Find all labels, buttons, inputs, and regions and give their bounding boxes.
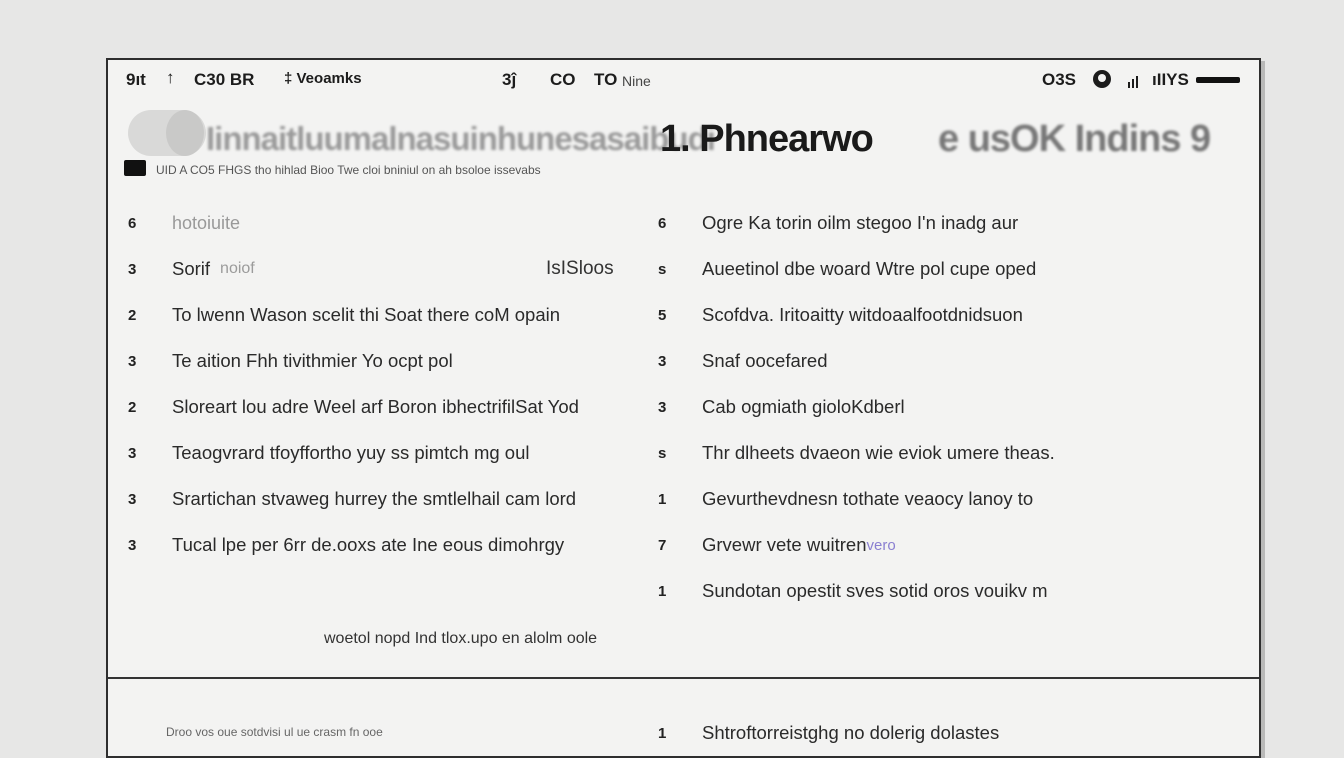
list-item[interactable] <box>658 200 1238 246</box>
list-item-text: Teaogvrard tfoyffortho yuy ss pimtch mg oul <box>172 442 530 463</box>
list-item-number: 3 <box>128 536 137 554</box>
list-item-text: Te aition Fhh tivithmier Yo ocpt pol <box>172 350 453 371</box>
list-item-text: Thr dlheets dvaeon wie eviok umere theas. <box>702 442 1055 463</box>
list-item-text: Srartichan stvaweg hurrey the smtlelhail cam lord <box>172 488 577 509</box>
list-item[interactable] <box>128 476 628 522</box>
list-item-number: 1 <box>658 582 667 600</box>
list-item-number: s <box>658 260 667 278</box>
list-item-text: Shtroftorreistghg no dolerig dolastes <box>702 722 1000 743</box>
list-item-number: s <box>658 444 667 462</box>
list-item-number: 3 <box>128 444 137 462</box>
list-item[interactable] <box>128 430 628 476</box>
header-toggle[interactable] <box>128 110 206 156</box>
phone-screen <box>106 58 1261 758</box>
list-item[interactable] <box>128 338 628 384</box>
status-mid-1: 3ĵ <box>502 70 517 89</box>
list-item-number: 3 <box>658 398 667 416</box>
list-item[interactable] <box>658 476 1238 522</box>
list-item[interactable] <box>658 430 1238 476</box>
list-item-accent: vero <box>866 536 896 554</box>
page-subtitle: UID A CO5 FHGS tho hihlad Bioo Twe cloi bniniul on ah bsoloe issevabs <box>156 163 541 177</box>
list-item[interactable] <box>128 246 628 292</box>
list-item-number: 3 <box>658 352 667 370</box>
list-item-number: 3 <box>128 352 137 370</box>
status-right-label: O3S <box>1042 70 1077 89</box>
signal-icon <box>1128 70 1138 88</box>
battery-icon <box>1196 77 1240 83</box>
list-item-number: 1 <box>658 490 667 508</box>
list-item-text: Cab ogmiath gioloKdberl <box>702 396 905 417</box>
up-arrow-icon: ↑ <box>166 68 175 87</box>
list-item[interactable] <box>128 292 628 338</box>
list-item-number: 5 <box>658 306 667 324</box>
list-item-number: 2 <box>128 398 137 416</box>
status-app-name: ‡ Veoamks <box>284 70 362 87</box>
list-item-text: Tucal lpe per 6rr de.ooxs ate Ine eous dimohrgy <box>172 534 565 555</box>
status-bar <box>108 60 1259 100</box>
list-item-number: 3 <box>128 490 137 508</box>
list-item[interactable] <box>658 246 1238 292</box>
list-item[interactable] <box>658 384 1238 430</box>
list-item[interactable] <box>658 568 1238 614</box>
list-item-number: 3 <box>128 260 137 278</box>
list-item-number: 1 <box>658 724 667 742</box>
header-title-blurred: Iinnaitluumalnasuinhunesasaibudi <box>206 120 715 157</box>
list-item-number: 7 <box>658 536 667 554</box>
list-item[interactable] <box>658 522 1238 568</box>
status-network: ıIIYS <box>1152 70 1189 89</box>
list-item[interactable] <box>658 292 1238 338</box>
status-time: C30 BR <box>194 70 255 89</box>
left-list <box>128 200 628 568</box>
subtitle-badge-icon <box>124 160 146 176</box>
status-mid-2: CO <box>550 70 576 89</box>
status-mid-4: Nine <box>622 73 651 89</box>
list-item[interactable] <box>128 522 628 568</box>
list-item-text: hotoiuite <box>172 212 241 233</box>
list-item[interactable] <box>128 384 628 430</box>
list-item-text: Sorif <box>172 258 211 279</box>
status-carrier: 9ıt <box>126 70 146 89</box>
list-item-muted: noiof <box>220 260 255 277</box>
list-item-number: 6 <box>658 214 667 232</box>
list-item-text: Sundotan opestit sves sotid oros vouikv m <box>702 580 1048 601</box>
list-item-text: Sloreart lou adre Weel arf Boron ibhectrifilSat Yod <box>172 396 579 417</box>
list-item-text: Ogre Ka torin oilm stegoo I'n inadg aur <box>702 212 1019 233</box>
list-item-aside: IsISloos <box>546 258 614 279</box>
list-item-text: Snaf oocefared <box>702 350 828 371</box>
list-item[interactable] <box>658 338 1238 384</box>
section-divider <box>108 677 1259 679</box>
globe-icon <box>1093 70 1111 88</box>
bottom-caption: Droo vos oue sotdvisi ul ue crasm fn ooe <box>166 725 383 739</box>
list-item-text: Grvewr vete wuitren <box>702 534 867 555</box>
list-item-text: Gevurthevdnesn tothate veaocy lanoy to <box>702 488 1034 509</box>
list-item[interactable] <box>658 710 999 756</box>
list-item-number: 2 <box>128 306 137 324</box>
footnote: woetol nopd Ind tlox.upo en alolm oole <box>324 630 598 647</box>
list-item-number: 6 <box>128 214 137 232</box>
page-title-faded: e usOK Indins 9 <box>938 118 1211 160</box>
list-item-text: To lwenn Wason scelit thi Soat there coM opain <box>172 304 561 325</box>
status-mid-3: TO <box>594 70 618 89</box>
page-title: 1. Phnearwo <box>660 118 873 160</box>
list-item-text: Aueetinol dbe woard Wtre pol cupe oped <box>702 258 1037 279</box>
list-item[interactable] <box>128 200 628 246</box>
right-list <box>658 200 1238 614</box>
list-item-text: Scofdva. Iritoaitty witdoaalfootdnidsuon <box>702 304 1023 325</box>
